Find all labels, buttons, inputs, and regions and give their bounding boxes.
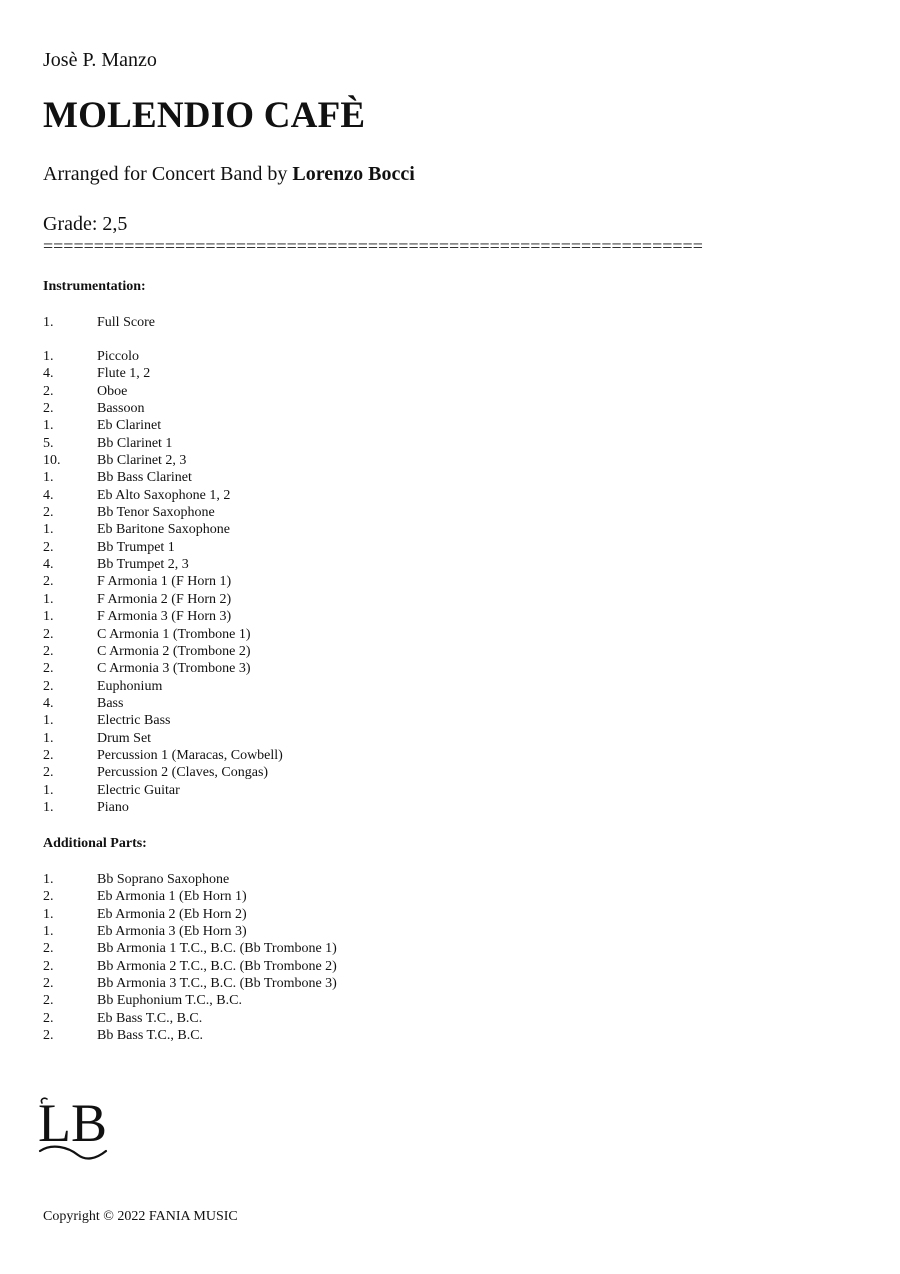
part-row [43,487,283,504]
part-name: Bb Trumpet 2, 3 [97,557,189,573]
part-row [43,678,283,695]
part-quantity: 2. [43,1010,54,1026]
part-name: F Armonia 1 (F Horn 1) [97,574,232,590]
part-name: Bb Tenor Saxophone [97,505,215,521]
part-name: Drum Set [97,730,152,746]
part-quantity: 2. [43,401,54,417]
part-row [43,871,337,888]
part-name: Bb Armonia 2 T.C., B.C. (Bb Trombone 2) [97,958,337,974]
part-name: Full Score [97,315,155,330]
part-quantity: 2. [43,993,54,1009]
instrumentation-list [43,348,283,816]
part-name: Bb Armonia 1 T.C., B.C. (Bb Trombone 1) [97,941,337,957]
part-quantity: 4. [43,557,54,573]
part-row [43,556,283,573]
separator-rule: ================================================================= [43,236,703,256]
part-row [43,1027,337,1044]
part-row [43,383,283,400]
part-row [43,504,283,521]
additional-parts-list [43,871,337,1044]
part-quantity: 2. [43,505,54,521]
part-row [43,452,283,469]
part-quantity: 2. [43,765,54,781]
part-row [43,591,283,608]
part-row [43,906,337,923]
part-quantity: 2. [43,976,54,992]
part-row [43,608,283,625]
part-name: Eb Clarinet [97,418,162,434]
part-name: Eb Alto Saxophone 1, 2 [97,487,231,503]
part-quantity: 2. [43,383,54,399]
part-row [43,314,155,331]
grade-level: Grade: 2,5 [43,213,128,235]
part-row [43,365,283,382]
part-row [43,712,283,729]
part-quantity: 1. [43,799,54,815]
part-quantity: 1. [43,591,54,607]
composer-name: Josè P. Manzo [43,49,157,71]
part-name: Percussion 1 (Maracas, Cowbell) [97,747,283,763]
part-row [43,539,283,556]
part-quantity: 4. [43,366,54,382]
logo-text: LB [38,1095,108,1153]
part-name: Piccolo [97,349,139,364]
part-row [43,695,283,712]
part-name: Bassoon [97,401,145,417]
part-quantity: 4. [43,695,54,711]
part-row [43,975,337,992]
part-name: Bb Soprano Saxophone [97,872,230,887]
arranged-by-line [43,163,415,186]
arranger-name: Lorenzo Bocci [292,163,415,185]
part-quantity: 1. [43,713,54,729]
part-quantity: 1. [43,906,54,922]
part-name: Eb Armonia 2 (Eb Horn 2) [97,906,247,922]
part-name: F Armonia 3 (F Horn 3) [97,609,232,625]
part-quantity: 1. [43,522,54,538]
piece-title: MOLENDIO CAFÈ [43,95,366,136]
part-quantity: 1. [43,315,54,330]
part-quantity: 1. [43,924,54,940]
part-quantity: 2. [43,661,54,677]
part-quantity: 1. [43,872,54,887]
part-quantity: 5. [43,435,54,451]
part-row [43,469,283,486]
part-name: Bb Bass Clarinet [97,470,192,486]
part-quantity: 1. [43,730,54,746]
part-name: C Armonia 1 (Trombone 1) [97,626,251,642]
part-quantity: 1. [43,349,54,364]
score-list [43,314,155,331]
part-quantity: 2. [43,626,54,642]
part-row [43,958,337,975]
part-row [43,573,283,590]
part-row [43,400,283,417]
part-row [43,923,337,940]
part-row [43,730,283,747]
part-name: C Armonia 2 (Trombone 2) [97,643,251,659]
lb-monogram-icon [38,1095,114,1161]
part-row [43,782,283,799]
part-quantity: 2. [43,1028,54,1044]
arranged-prefix: Arranged for Concert Band by [43,163,293,185]
part-quantity: 2. [43,574,54,590]
part-quantity: 2. [43,678,54,694]
part-row [43,1010,337,1027]
part-row [43,940,337,957]
part-name: Bb Clarinet 1 [97,435,173,451]
part-quantity: 1. [43,609,54,625]
part-quantity: 1. [43,782,54,798]
part-name: Bb Clarinet 2, 3 [97,453,187,469]
part-row [43,992,337,1009]
copyright-notice: Copyright © 2022 FANIA MUSIC [43,1209,238,1224]
part-name: Eb Baritone Saxophone [97,522,230,538]
part-quantity: 2. [43,643,54,659]
part-name: Piano [97,799,129,815]
part-name: Eb Armonia 3 (Eb Horn 3) [97,924,247,940]
part-row [43,764,283,781]
part-name: Bb Euphonium T.C., B.C. [97,993,242,1009]
part-row [43,348,283,365]
part-name: C Armonia 3 (Trombone 3) [97,661,251,677]
additional-parts-heading: Additional Parts: [43,836,147,851]
part-quantity: 4. [43,487,54,503]
part-row [43,626,283,643]
part-quantity: 2. [43,539,54,555]
part-row [43,643,283,660]
part-name: Bb Bass T.C., B.C. [97,1028,204,1044]
part-row [43,888,337,905]
part-row [43,747,283,764]
part-quantity: 1. [43,470,54,486]
part-name: Bb Trumpet 1 [97,539,175,555]
part-name: Flute 1, 2 [97,366,151,382]
part-name: Eb Armonia 1 (Eb Horn 1) [97,889,247,905]
part-name: Electric Guitar [97,782,180,798]
part-row [43,660,283,677]
part-name: Percussion 2 (Claves, Congas) [97,765,269,781]
part-name: Euphonium [97,678,163,694]
part-row [43,799,283,816]
part-quantity: 10. [43,453,61,469]
part-quantity: 1. [43,418,54,434]
part-row [43,435,283,452]
part-row [43,417,283,434]
part-name: Eb Bass T.C., B.C. [97,1010,203,1026]
part-quantity: 2. [43,958,54,974]
part-quantity: 2. [43,941,54,957]
part-name: Bb Armonia 3 T.C., B.C. (Bb Trombone 3) [97,976,337,992]
part-quantity: 2. [43,889,54,905]
part-name: Electric Bass [97,713,171,729]
part-row [43,521,283,538]
part-name: Bass [97,695,124,711]
instrumentation-heading: Instrumentation: [43,279,146,294]
part-name: F Armonia 2 (F Horn 2) [97,591,232,607]
part-name: Oboe [97,383,128,399]
part-quantity: 2. [43,747,54,763]
